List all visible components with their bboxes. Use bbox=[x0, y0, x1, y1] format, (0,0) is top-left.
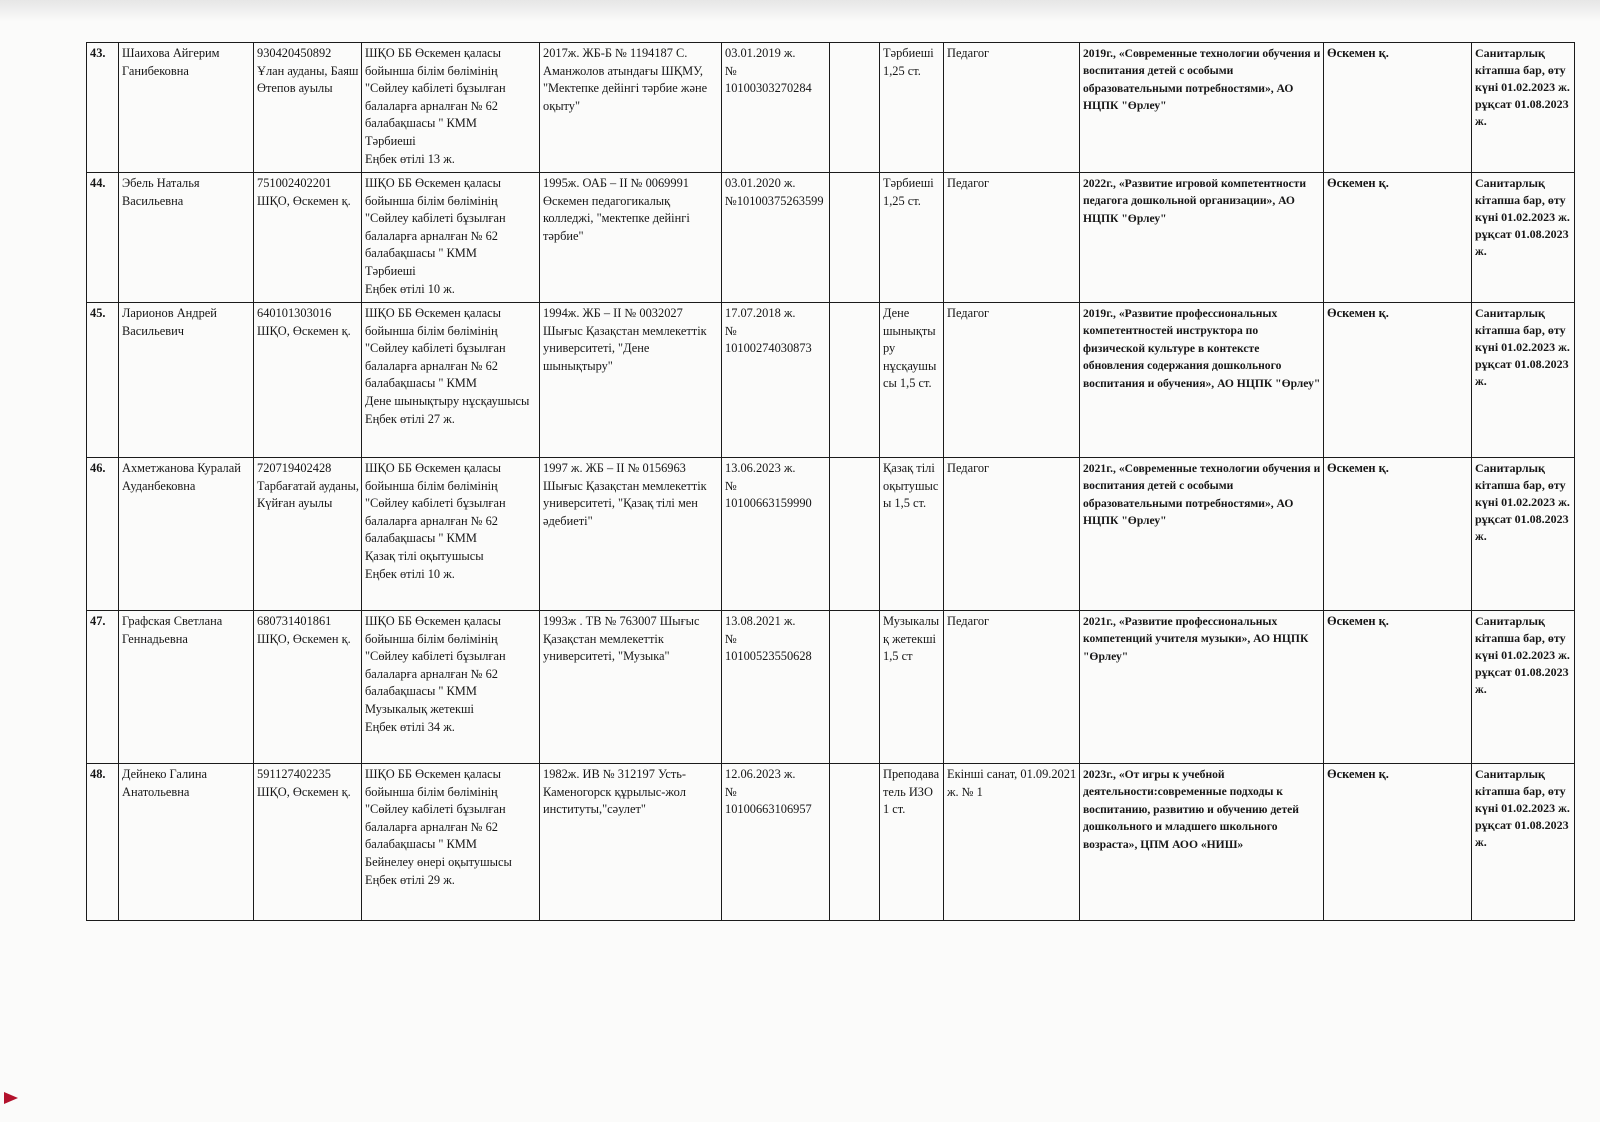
sanitary-book: Санитарлық кітапша бар, өту күні 01.02.2023 ж. рұқсат 01.08.2023 ж. bbox=[1472, 458, 1575, 611]
empty-cell bbox=[830, 173, 880, 303]
certificate: 17.07.2018 ж. № 10100274030873 bbox=[722, 303, 830, 458]
training-courses: 2019г., «Развитие профессиональных компетентностей инструктора по физической культуре в контексте обновления содержания дошкольного воспитания и обучения», АО НЦПК "Өрлеу" bbox=[1080, 303, 1324, 458]
city: Өскемен қ. bbox=[1324, 303, 1472, 458]
iin-address: 680731401861 ШҚО, Өскемен қ. bbox=[254, 611, 362, 764]
row-number: 44. bbox=[87, 173, 119, 303]
education: 1997 ж. ЖБ – ІІ № 0156963 Шығыс Қазақстан мемлекеттік университеті, "Қазақ тілі мен әдебиеті" bbox=[540, 458, 722, 611]
position-rate: Музыкалық жетекші 1,5 ст bbox=[880, 611, 944, 764]
empty-cell bbox=[830, 43, 880, 173]
full-name: Дейнеко Галина Анатольевна bbox=[119, 764, 254, 921]
position-rate: Дене шынықтыру нұсқаушысы 1,5 ст. bbox=[880, 303, 944, 458]
training-courses: 2021г., «Развитие профессиональных компетенций учителя музыки», АО НЦПК "Өрлеу" bbox=[1080, 611, 1324, 764]
education: 1993ж . ТВ № 763007 Шығыс Қазақстан мемлекеттік университеті, "Музыка" bbox=[540, 611, 722, 764]
category: Педагог bbox=[944, 458, 1080, 611]
workplace: ШҚО ББ Өскемен қаласы бойынша білім бөлімінің "Сөйлеу кабілеті бұзылған балаларға арналған № 62 балабақшасы " КММ Бейнелеу өнері оқытушысы Еңбек өтілі 29 ж. bbox=[362, 764, 540, 921]
sanitary-book: Санитарлық кітапша бар, өту күні 01.02.2023 ж. рұқсат 01.08.2023 ж. bbox=[1472, 764, 1575, 921]
city: Өскемен қ. bbox=[1324, 43, 1472, 173]
training-courses: 2023г., «От игры к учебной деятельности:современные подходы к воспитанию, развитию и обучению детей дошкольного и младшего школьного возраста», ЦПМ АОО «НИШ» bbox=[1080, 764, 1324, 921]
row-number: 43. bbox=[87, 43, 119, 173]
table-row bbox=[87, 611, 1575, 764]
staff-register-table bbox=[86, 42, 1575, 921]
education: 1982ж. ИВ № 312197 Усть-Каменогорск құрылыс-жол институты,"сәулет" bbox=[540, 764, 722, 921]
category: Екінші санат, 01.09.2021 ж. № 1 bbox=[944, 764, 1080, 921]
workplace: ШҚО ББ Өскемен қаласы бойынша білім бөлімінің "Сөйлеу кабілеті бұзылған балаларға арналған № 62 балабақшасы " КММ Дене шынықтыру нұсқаушысы Еңбек өтілі 27 ж. bbox=[362, 303, 540, 458]
training-courses: 2022г., «Развитие игровой компетентности педагога дошкольной организации», АО НЦПК "Өрлеу" bbox=[1080, 173, 1324, 303]
empty-cell bbox=[830, 303, 880, 458]
empty-cell bbox=[830, 764, 880, 921]
city: Өскемен қ. bbox=[1324, 764, 1472, 921]
full-name: Ларионов Андрей Васильевич bbox=[119, 303, 254, 458]
sanitary-book: Санитарлық кітапша бар, өту күні 01.02.2023 ж. рұқсат 01.08.2023 ж. bbox=[1472, 43, 1575, 173]
workplace: ШҚО ББ Өскемен қаласы бойынша білім бөлімінің "Сөйлеу кабілеті бұзылған балаларға арналған № 62 балабақшасы " КММ Тәрбиеші Еңбек өтілі 10 ж. bbox=[362, 173, 540, 303]
sanitary-book: Санитарлық кітапша бар, өту күні 01.02.2023 ж. рұқсат 01.08.2023 ж. bbox=[1472, 303, 1575, 458]
full-name: Ахметжанова Куралай Ауданбековна bbox=[119, 458, 254, 611]
empty-cell bbox=[830, 611, 880, 764]
education: 1995ж. ОАБ – ІІ № 0069991 Өскемен педагогикалық колледжі, "мектепке дейінгі тәрбие" bbox=[540, 173, 722, 303]
full-name: Шаихова Айгерим Ганибековна bbox=[119, 43, 254, 173]
education: 2017ж. ЖБ-Б № 1194187 С. Аманжолов атындағы ШҚМУ, "Мектепке дейінгі тәрбие және оқыту" bbox=[540, 43, 722, 173]
table-row bbox=[87, 43, 1575, 173]
row-number: 47. bbox=[87, 611, 119, 764]
workplace: ШҚО ББ Өскемен қаласы бойынша білім бөлімінің "Сөйлеу кабілеті бұзылған балаларға арналған № 62 балабақшасы " КММ Қазақ тілі оқытушысы Еңбек өтілі 10 ж. bbox=[362, 458, 540, 611]
row-number: 45. bbox=[87, 303, 119, 458]
category: Педагог bbox=[944, 303, 1080, 458]
city: Өскемен қ. bbox=[1324, 458, 1472, 611]
education: 1994ж. ЖБ – ІІ № 0032027 Шығыс Қазақстан мемлекеттік университеті, "Дене шынықтыру" bbox=[540, 303, 722, 458]
position-rate: Тәрбиеші 1,25 ст. bbox=[880, 43, 944, 173]
row-number: 46. bbox=[87, 458, 119, 611]
full-name: Эбель Наталья Васильевна bbox=[119, 173, 254, 303]
iin-address: 591127402235 ШҚО, Өскемен қ. bbox=[254, 764, 362, 921]
position-rate: Қазақ тілі оқытушысы 1,5 ст. bbox=[880, 458, 944, 611]
training-courses: 2019г., «Современные технологии обучения и воспитания детей с особыми образовательными потребностями», АО НЦПК "Өрлеу" bbox=[1080, 43, 1324, 173]
sanitary-book: Санитарлық кітапша бар, өту күні 01.02.2023 ж. рұқсат 01.08.2023 ж. bbox=[1472, 611, 1575, 764]
table-row bbox=[87, 303, 1575, 458]
iin-address: 720719402428 Тарбағатай ауданы, Күйған ауылы bbox=[254, 458, 362, 611]
position-rate: Преподаватель ИЗО 1 ст. bbox=[880, 764, 944, 921]
workplace: ШҚО ББ Өскемен қаласы бойынша білім бөлімінің "Сөйлеу кабілеті бұзылған балаларға арналған № 62 балабақшасы " КММ Музыкалық жетекші Еңбек өтілі 34 ж. bbox=[362, 611, 540, 764]
certificate: 03.01.2019 ж. № 10100303270284 bbox=[722, 43, 830, 173]
category: Педагог bbox=[944, 173, 1080, 303]
certificate: 03.01.2020 ж. №10100375263599 bbox=[722, 173, 830, 303]
table-row bbox=[87, 173, 1575, 303]
row-number: 48. bbox=[87, 764, 119, 921]
table-row bbox=[87, 458, 1575, 611]
training-courses: 2021г., «Современные технологии обучения и воспитания детей с особыми образовательными потребностями», АО НЦПК "Өрлеу" bbox=[1080, 458, 1324, 611]
iin-address: 930420450892 Ұлан ауданы, Баяш Өтепов ауылы bbox=[254, 43, 362, 173]
iin-address: 640101303016 ШҚО, Өскемен қ. bbox=[254, 303, 362, 458]
category: Педагог bbox=[944, 611, 1080, 764]
certificate: 12.06.2023 ж. № 10100663106957 bbox=[722, 764, 830, 921]
workplace: ШҚО ББ Өскемен қаласы бойынша білім бөлімінің "Сөйлеу кабілеті бұзылған балаларға арналған № 62 балабақшасы " КММ Тәрбиеші Еңбек өтілі 13 ж. bbox=[362, 43, 540, 173]
sanitary-book: Санитарлық кітапша бар, өту күні 01.02.2023 ж. рұқсат 01.08.2023 ж. bbox=[1472, 173, 1575, 303]
scan-corner-mark bbox=[4, 1092, 18, 1104]
category: Педагог bbox=[944, 43, 1080, 173]
city: Өскемен қ. bbox=[1324, 173, 1472, 303]
position-rate: Тәрбиеші 1,25 ст. bbox=[880, 173, 944, 303]
city: Өскемен қ. bbox=[1324, 611, 1472, 764]
certificate: 13.08.2021 ж. № 10100523550628 bbox=[722, 611, 830, 764]
iin-address: 751002402201 ШҚО, Өскемен қ. bbox=[254, 173, 362, 303]
full-name: Графская Светлана Геннадьевна bbox=[119, 611, 254, 764]
empty-cell bbox=[830, 458, 880, 611]
scan-edge-shadow bbox=[0, 0, 1600, 22]
table-row bbox=[87, 764, 1575, 921]
certificate: 13.06.2023 ж. № 10100663159990 bbox=[722, 458, 830, 611]
